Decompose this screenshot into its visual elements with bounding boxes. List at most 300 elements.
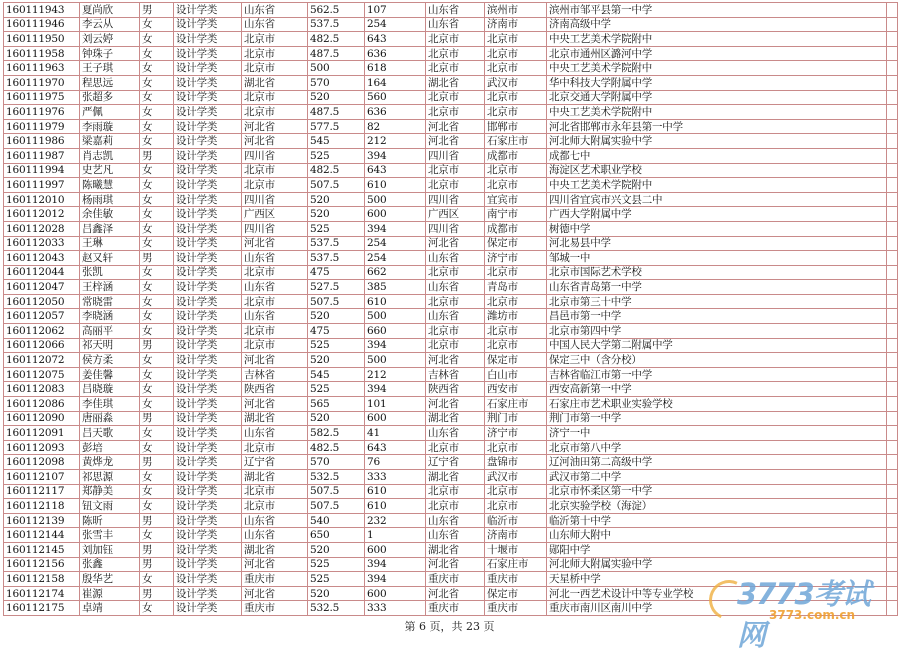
cell-school-province: 北京市 [426, 324, 485, 339]
cell-exam-id: 160112117 [4, 484, 80, 499]
cell-rank: 394 [365, 572, 426, 587]
cell-exam-id: 160112158 [4, 572, 80, 587]
cell-school-province: 北京市 [426, 178, 485, 193]
cell-score: 527.5 [308, 280, 365, 295]
cell-school-province: 河北省 [426, 236, 485, 251]
table-row [4, 572, 898, 587]
table-row [4, 119, 898, 134]
cell-score: 532.5 [308, 470, 365, 485]
cell-rank: 212 [365, 134, 426, 149]
cell-exam-id: 160112050 [4, 294, 80, 309]
cell-name: 夏尚欣 [80, 3, 140, 18]
cell-rank: 660 [365, 324, 426, 339]
cell-blank [887, 411, 898, 426]
cell-city: 邯郸市 [485, 119, 547, 134]
table-row [4, 3, 898, 18]
table-row [4, 411, 898, 426]
cell-major-category: 设计学类 [174, 46, 242, 61]
table-row [4, 324, 898, 339]
cell-score: 545 [308, 367, 365, 382]
cell-school: 河北易县中学 [547, 236, 887, 251]
cell-gender: 女 [140, 32, 174, 47]
cell-school: 济宁一中 [547, 426, 887, 441]
cell-score: 565 [308, 397, 365, 412]
cell-province: 四川省 [242, 192, 308, 207]
cell-score: 545 [308, 134, 365, 149]
cell-exam-id: 160112033 [4, 236, 80, 251]
cell-blank [887, 90, 898, 105]
cell-school-province: 河北省 [426, 134, 485, 149]
cell-exam-id: 160112012 [4, 207, 80, 222]
cell-blank [887, 148, 898, 163]
cell-city: 宜宾市 [485, 192, 547, 207]
cell-blank [887, 265, 898, 280]
cell-gender: 女 [140, 382, 174, 397]
cell-school: 北京市第四中学 [547, 324, 887, 339]
cell-name: 杨雨琪 [80, 192, 140, 207]
cell-province: 四川省 [242, 221, 308, 236]
cell-name: 张鑫 [80, 557, 140, 572]
cell-blank [887, 280, 898, 295]
cell-city: 北京市 [485, 32, 547, 47]
cell-rank: 610 [365, 178, 426, 193]
cell-province: 吉林省 [242, 367, 308, 382]
cell-blank [887, 207, 898, 222]
cell-gender: 女 [140, 397, 174, 412]
cell-city: 北京市 [485, 338, 547, 353]
cell-score: 537.5 [308, 236, 365, 251]
cell-province: 河北省 [242, 353, 308, 368]
cell-province: 山东省 [242, 280, 308, 295]
cell-rank: 232 [365, 513, 426, 528]
cell-blank [887, 572, 898, 587]
cell-blank [887, 513, 898, 528]
cell-school-province: 河北省 [426, 557, 485, 572]
cell-school: 济南高级中学 [547, 17, 887, 32]
cell-major-category: 设计学类 [174, 557, 242, 572]
cell-major-category: 设计学类 [174, 484, 242, 499]
cell-city: 十堰市 [485, 542, 547, 557]
cell-school: 山东师大附中 [547, 528, 887, 543]
cell-school: 山东省青岛第一中学 [547, 280, 887, 295]
cell-blank [887, 499, 898, 514]
cell-score: 520 [308, 353, 365, 368]
cell-score: 507.5 [308, 178, 365, 193]
cell-name: 彭培 [80, 440, 140, 455]
cell-rank: 394 [365, 148, 426, 163]
cell-school: 邹城一中 [547, 251, 887, 266]
cell-province: 湖北省 [242, 75, 308, 90]
cell-gender: 男 [140, 455, 174, 470]
cell-name: 王子琪 [80, 61, 140, 76]
cell-major-category: 设计学类 [174, 338, 242, 353]
cell-gender: 女 [140, 367, 174, 382]
cell-blank [887, 440, 898, 455]
watermark-url: 3773.com.cn [769, 608, 856, 622]
cell-exam-id: 160112072 [4, 353, 80, 368]
cell-major-category: 设计学类 [174, 148, 242, 163]
cell-blank [887, 426, 898, 441]
cell-blank [887, 397, 898, 412]
cell-score: 500 [308, 61, 365, 76]
cell-gender: 男 [140, 251, 174, 266]
cell-name: 李云从 [80, 17, 140, 32]
cell-gender: 男 [140, 513, 174, 528]
table-row [4, 32, 898, 47]
cell-major-category: 设计学类 [174, 3, 242, 18]
cell-exam-id: 160112086 [4, 397, 80, 412]
table-row [4, 601, 898, 616]
cell-school: 重庆市南川区南川中学 [547, 601, 887, 616]
cell-city: 成都市 [485, 221, 547, 236]
cell-rank: 76 [365, 455, 426, 470]
table-row [4, 586, 898, 601]
cell-school-province: 河北省 [426, 397, 485, 412]
cell-score: 507.5 [308, 499, 365, 514]
cell-major-category: 设计学类 [174, 455, 242, 470]
table-row [4, 528, 898, 543]
cell-city: 北京市 [485, 105, 547, 120]
cell-province: 辽宁省 [242, 455, 308, 470]
table-row [4, 207, 898, 222]
table-row [4, 557, 898, 572]
cell-school-province: 四川省 [426, 192, 485, 207]
cell-school: 河北省邯郸市永年县第一中学 [547, 119, 887, 134]
cell-city: 北京市 [485, 294, 547, 309]
cell-score: 532.5 [308, 601, 365, 616]
cell-province: 山东省 [242, 251, 308, 266]
cell-rank: 107 [365, 3, 426, 18]
cell-city: 保定市 [485, 586, 547, 601]
cell-major-category: 设计学类 [174, 192, 242, 207]
cell-school: 中央工艺美术学院附中 [547, 105, 887, 120]
cell-blank [887, 294, 898, 309]
cell-province: 山东省 [242, 3, 308, 18]
table-row [4, 75, 898, 90]
cell-score: 537.5 [308, 251, 365, 266]
cell-exam-id: 160112028 [4, 221, 80, 236]
table-row [4, 17, 898, 32]
cell-school-province: 北京市 [426, 90, 485, 105]
cell-city: 北京市 [485, 265, 547, 280]
cell-province: 北京市 [242, 484, 308, 499]
cell-city: 北京市 [485, 178, 547, 193]
cell-major-category: 设计学类 [174, 61, 242, 76]
cell-city: 济南市 [485, 528, 547, 543]
cell-major-category: 设计学类 [174, 178, 242, 193]
cell-rank: 618 [365, 61, 426, 76]
cell-province: 北京市 [242, 324, 308, 339]
cell-province: 河北省 [242, 119, 308, 134]
cell-school: 北京交通大学附属中学 [547, 90, 887, 105]
cell-gender: 女 [140, 105, 174, 120]
cell-major-category: 设计学类 [174, 221, 242, 236]
cell-name: 程思远 [80, 75, 140, 90]
cell-gender: 男 [140, 3, 174, 18]
cell-name: 赵又轩 [80, 251, 140, 266]
cell-name: 张超多 [80, 90, 140, 105]
cell-name: 余佳敏 [80, 207, 140, 222]
cell-blank [887, 601, 898, 616]
table-row [4, 178, 898, 193]
cell-name: 刘云婷 [80, 32, 140, 47]
cell-blank [887, 163, 898, 178]
cell-exam-id: 160112010 [4, 192, 80, 207]
cell-city: 保定市 [485, 353, 547, 368]
cell-school: 海淀区艺术职业学校 [547, 163, 887, 178]
cell-school: 河北师大附属实验中学 [547, 134, 887, 149]
cell-major-category: 设计学类 [174, 382, 242, 397]
cell-school-province: 北京市 [426, 484, 485, 499]
cell-name: 李佳琪 [80, 397, 140, 412]
cell-province: 山东省 [242, 426, 308, 441]
cell-major-category: 设计学类 [174, 105, 242, 120]
table-row [4, 46, 898, 61]
cell-city: 武汉市 [485, 470, 547, 485]
cell-name: 吕鑫泽 [80, 221, 140, 236]
cell-school: 辽河油田第二高级中学 [547, 455, 887, 470]
cell-school-province: 河北省 [426, 353, 485, 368]
cell-province: 北京市 [242, 178, 308, 193]
cell-name: 李晓涵 [80, 309, 140, 324]
cell-name: 陈昕 [80, 513, 140, 528]
cell-blank [887, 251, 898, 266]
cell-exam-id: 160112145 [4, 542, 80, 557]
cell-school-province: 北京市 [426, 105, 485, 120]
cell-name: 祁天明 [80, 338, 140, 353]
cell-exam-id: 160112066 [4, 338, 80, 353]
table-row [4, 542, 898, 557]
cell-score: 520 [308, 207, 365, 222]
cell-gender: 女 [140, 426, 174, 441]
cell-school-province: 广西区 [426, 207, 485, 222]
cell-score: 520 [308, 586, 365, 601]
cell-exam-id: 160112174 [4, 586, 80, 601]
cell-province: 北京市 [242, 294, 308, 309]
cell-gender: 女 [140, 294, 174, 309]
table-row [4, 309, 898, 324]
cell-city: 保定市 [485, 236, 547, 251]
cell-rank: 1 [365, 528, 426, 543]
cell-blank [887, 236, 898, 251]
table-row [4, 221, 898, 236]
cell-province: 北京市 [242, 163, 308, 178]
cell-gender: 女 [140, 207, 174, 222]
cell-major-category: 设计学类 [174, 280, 242, 295]
cell-blank [887, 455, 898, 470]
table-row [4, 134, 898, 149]
cell-school: 西安高新第一中学 [547, 382, 887, 397]
cell-school: 郧阳中学 [547, 542, 887, 557]
page-footer: 第 6 页，共 23 页 [404, 620, 495, 633]
cell-city: 白山市 [485, 367, 547, 382]
cell-school-province: 北京市 [426, 32, 485, 47]
cell-province: 河北省 [242, 134, 308, 149]
cell-exam-id: 160112044 [4, 265, 80, 280]
cell-city: 南宁市 [485, 207, 547, 222]
cell-exam-id: 160111950 [4, 32, 80, 47]
cell-major-category: 设计学类 [174, 353, 242, 368]
cell-score: 507.5 [308, 294, 365, 309]
cell-major-category: 设计学类 [174, 470, 242, 485]
cell-score: 562.5 [308, 3, 365, 18]
cell-school-province: 北京市 [426, 499, 485, 514]
cell-gender: 女 [140, 484, 174, 499]
cell-city: 滨州市 [485, 3, 547, 18]
cell-exam-id: 160111970 [4, 75, 80, 90]
cell-school-province: 山东省 [426, 280, 485, 295]
cell-school-province: 湖北省 [426, 542, 485, 557]
cell-name: 严佩 [80, 105, 140, 120]
cell-name: 陈曦慧 [80, 178, 140, 193]
cell-school-province: 山东省 [426, 528, 485, 543]
cell-rank: 600 [365, 411, 426, 426]
cell-school-province: 山东省 [426, 513, 485, 528]
cell-exam-id: 160111979 [4, 119, 80, 134]
cell-major-category: 设计学类 [174, 499, 242, 514]
cell-name: 王梓涵 [80, 280, 140, 295]
cell-gender: 女 [140, 324, 174, 339]
cell-city: 石家庄市 [485, 557, 547, 572]
cell-exam-id: 160111946 [4, 17, 80, 32]
cell-gender: 男 [140, 148, 174, 163]
cell-school: 天星桥中学 [547, 572, 887, 587]
cell-blank [887, 3, 898, 18]
cell-score: 507.5 [308, 484, 365, 499]
cell-province: 广西区 [242, 207, 308, 222]
cell-province: 河北省 [242, 397, 308, 412]
table-row [4, 484, 898, 499]
cell-name: 崔源 [80, 586, 140, 601]
cell-province: 山东省 [242, 528, 308, 543]
cell-rank: 333 [365, 470, 426, 485]
cell-province: 重庆市 [242, 572, 308, 587]
cell-exam-id: 160112139 [4, 513, 80, 528]
cell-rank: 600 [365, 542, 426, 557]
cell-province: 山东省 [242, 309, 308, 324]
cell-score: 482.5 [308, 440, 365, 455]
cell-name: 李雨璇 [80, 119, 140, 134]
cell-province: 北京市 [242, 90, 308, 105]
cell-rank: 643 [365, 163, 426, 178]
cell-rank: 636 [365, 46, 426, 61]
cell-major-category: 设计学类 [174, 265, 242, 280]
cell-score: 520 [308, 411, 365, 426]
cell-blank [887, 586, 898, 601]
cell-exam-id: 160111994 [4, 163, 80, 178]
cell-school-province: 山东省 [426, 309, 485, 324]
cell-major-category: 设计学类 [174, 572, 242, 587]
cell-province: 河北省 [242, 236, 308, 251]
cell-exam-id: 160112107 [4, 470, 80, 485]
cell-school: 北京市国际艺术学校 [547, 265, 887, 280]
table-row [4, 163, 898, 178]
cell-school: 成都七中 [547, 148, 887, 163]
table-row [4, 367, 898, 382]
cell-province: 山东省 [242, 513, 308, 528]
cell-city: 荆门市 [485, 411, 547, 426]
cell-name: 郑静美 [80, 484, 140, 499]
cell-rank: 164 [365, 75, 426, 90]
cell-name: 梁嘉莉 [80, 134, 140, 149]
cell-score: 520 [308, 542, 365, 557]
cell-rank: 212 [365, 367, 426, 382]
cell-gender: 女 [140, 309, 174, 324]
cell-major-category: 设计学类 [174, 207, 242, 222]
cell-score: 537.5 [308, 17, 365, 32]
cell-province: 北京市 [242, 46, 308, 61]
cell-gender: 男 [140, 411, 174, 426]
table-row [4, 353, 898, 368]
cell-province: 四川省 [242, 148, 308, 163]
cell-school: 北京市第八中学 [547, 440, 887, 455]
cell-rank: 643 [365, 32, 426, 47]
cell-blank [887, 192, 898, 207]
cell-gender: 男 [140, 338, 174, 353]
cell-major-category: 设计学类 [174, 542, 242, 557]
cell-city: 北京市 [485, 46, 547, 61]
admission-table [3, 2, 898, 616]
cell-exam-id: 160112090 [4, 411, 80, 426]
table-row [4, 61, 898, 76]
cell-province: 北京市 [242, 32, 308, 47]
cell-city: 北京市 [485, 61, 547, 76]
cell-school: 中央工艺美术学院附中 [547, 178, 887, 193]
cell-exam-id: 160112057 [4, 309, 80, 324]
cell-major-category: 设计学类 [174, 601, 242, 616]
cell-school: 武汉市第二中学 [547, 470, 887, 485]
cell-major-category: 设计学类 [174, 411, 242, 426]
cell-province: 北京市 [242, 440, 308, 455]
cell-city: 青岛市 [485, 280, 547, 295]
table-row [4, 90, 898, 105]
cell-province: 陕西省 [242, 382, 308, 397]
cell-city: 北京市 [485, 484, 547, 499]
cell-gender: 女 [140, 17, 174, 32]
cell-name: 吕晓璇 [80, 382, 140, 397]
table-row [4, 397, 898, 412]
cell-school: 广西大学附属中学 [547, 207, 887, 222]
cell-name: 吕天歌 [80, 426, 140, 441]
cell-rank: 610 [365, 499, 426, 514]
cell-rank: 394 [365, 221, 426, 236]
cell-exam-id: 160112093 [4, 440, 80, 455]
table-row [4, 499, 898, 514]
cell-school: 河北师大附属实验中学 [547, 557, 887, 572]
cell-city: 重庆市 [485, 601, 547, 616]
cell-gender: 女 [140, 46, 174, 61]
cell-city: 石家庄市 [485, 397, 547, 412]
cell-name: 常晓雷 [80, 294, 140, 309]
cell-school: 中国人民大学第二附属中学 [547, 338, 887, 353]
cell-school: 滨州市邹平县第一中学 [547, 3, 887, 18]
cell-school-province: 吉林省 [426, 367, 485, 382]
cell-blank [887, 221, 898, 236]
cell-gender: 男 [140, 557, 174, 572]
cell-blank [887, 324, 898, 339]
table-row [4, 455, 898, 470]
cell-school-province: 北京市 [426, 265, 485, 280]
table-row [4, 280, 898, 295]
cell-school: 华中科技大学附属中学 [547, 75, 887, 90]
cell-school: 吉林省临江市第一中学 [547, 367, 887, 382]
cell-major-category: 设计学类 [174, 440, 242, 455]
table-row [4, 470, 898, 485]
cell-gender: 女 [140, 280, 174, 295]
cell-blank [887, 309, 898, 324]
cell-name: 肖志凯 [80, 148, 140, 163]
cell-gender: 女 [140, 470, 174, 485]
